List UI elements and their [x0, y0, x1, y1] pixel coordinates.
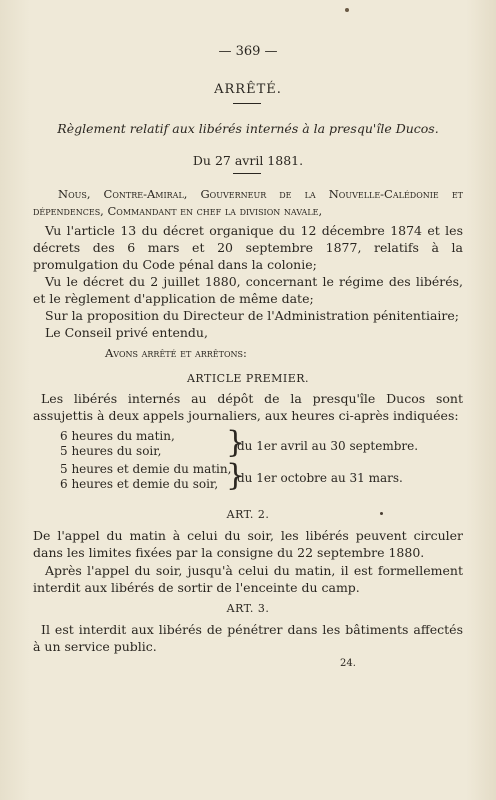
schedule-times-summer	[60, 429, 175, 459]
brace-winter: }	[226, 458, 246, 493]
time-evening-winter: 6 heures et demie du soir,	[60, 477, 219, 491]
article-3-heading: ART. 3.	[226, 602, 270, 615]
time-evening-summer: 5 heures du soir,	[60, 444, 162, 458]
decree-date: Du 27 avril 1881.	[192, 153, 304, 168]
signature-mark: 24.	[340, 658, 356, 669]
article-1-heading: ARTICLE PREMIER.	[186, 372, 310, 385]
consideration-4: Le Conseil privé entendu,	[45, 325, 208, 340]
article-1-text: Les libérés internés au dépôt de la presqu'île Ducos sont assujettis à deux appels journaliers, aux heures ci-après indiquées:	[33, 391, 463, 423]
page-title: ARRÊTÉ.	[214, 82, 282, 97]
schedule-times-winter	[60, 462, 231, 492]
article-2-heading: ART. 2.	[226, 508, 270, 521]
period-summer: du 1er avril au 30 septembre.	[237, 439, 419, 453]
time-morning-summer: 6 heures du matin,	[60, 429, 175, 443]
page-number: — 369 —	[218, 44, 278, 59]
brace-summer: }	[226, 425, 246, 460]
title-rule	[233, 103, 261, 104]
decision-line: Avons arrêté et arrêtons:	[105, 346, 247, 360]
preamble: Nous, Contre-Amiral, Gouverneur de la Nouvelle-Calédonie et dépendences, Commandant en chef la division navale,	[33, 187, 463, 218]
consideration-3: Sur la proposition du Directeur de l'Administration pénitentiaire;	[45, 308, 459, 323]
time-morning-winter: 5 heures et demie du matin,	[60, 462, 232, 476]
date-rule	[233, 173, 261, 174]
article-2-paragraph-1: De l'appel du matin à celui du soir, les libérés peuvent circuler dans les limites fixées par la consigne du 22 septembre 1880.	[33, 528, 463, 560]
period-winter: du 1er octobre au 31 mars.	[237, 471, 403, 485]
subtitle: Règlement relatif aux libérés internés à la presqu'île Ducos.	[57, 121, 439, 136]
article-2-paragraph-2: Après l'appel du soir, jusqu'à celui du matin, il est formellement interdit aux libérés de sortir de l'enceinte du camp.	[33, 563, 463, 595]
ink-speck	[345, 8, 349, 12]
consideration-1: Vu l'article 13 du décret organique du 12 décembre 1874 et les décrets des 6 mars et 20 septembre 1877, relatifs à la promulgation du Code pénal dans la colonie;	[33, 223, 463, 272]
article-3-text: Il est interdit aux libérés de pénétrer dans les bâtiments affectés à un service public.	[33, 622, 463, 654]
consideration-2: Vu le décret du 2 juillet 1880, concernant le régime des libérés, et le règlement d'application de même date;	[33, 274, 463, 306]
